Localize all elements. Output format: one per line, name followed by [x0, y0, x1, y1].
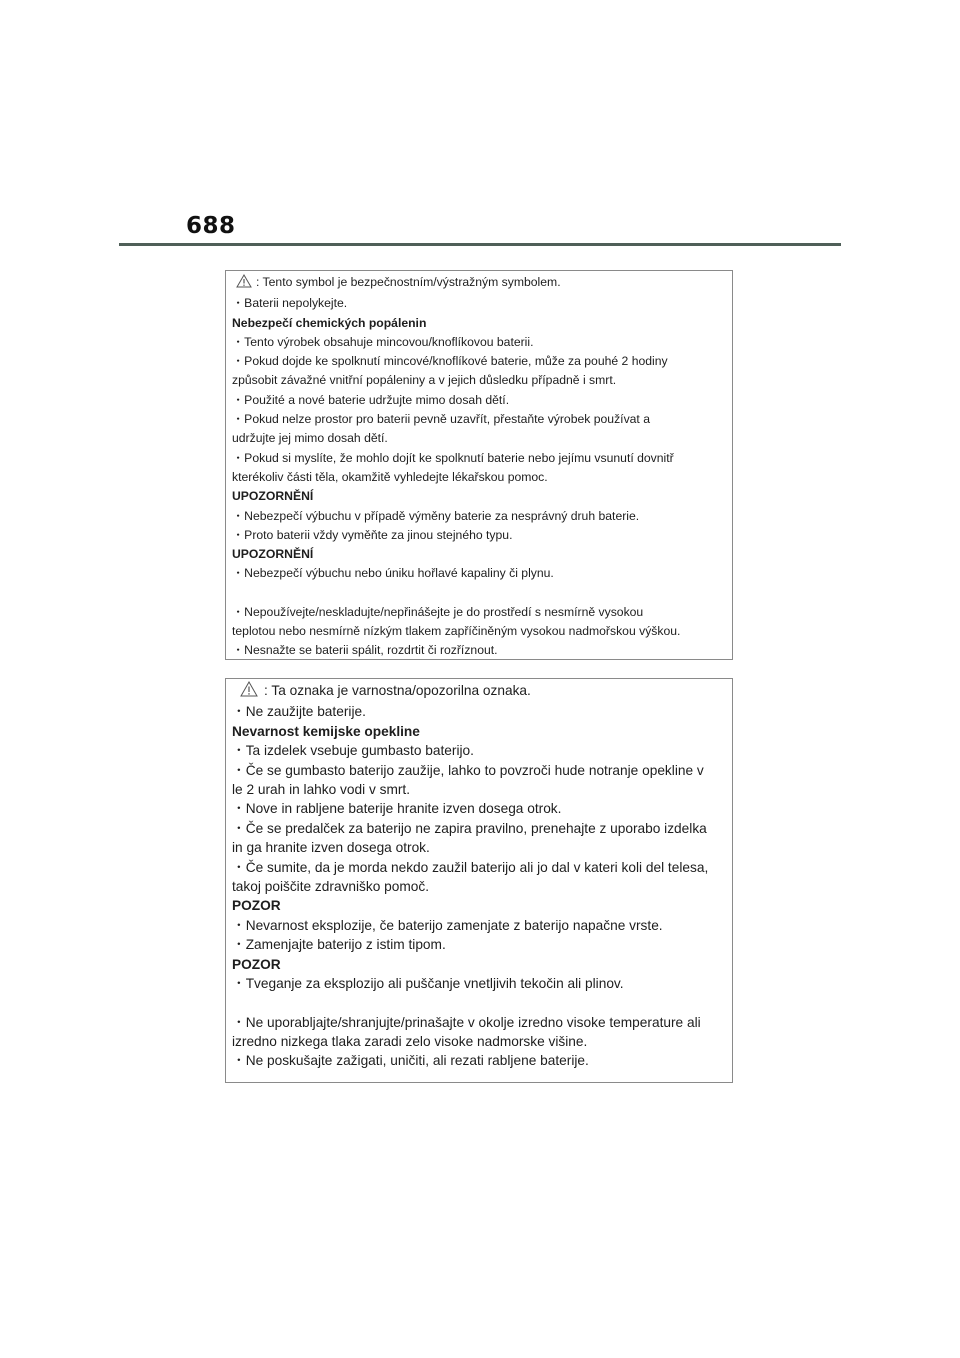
- bullet-do-not-burn: ・Nesnažte se baterii spálit, rozdrtit či rozříznout.: [232, 643, 498, 658]
- bullet-keep-away: ・Nove in rabljene baterije hranite izven dosega otrok.: [232, 801, 562, 817]
- bullet-explosion-replace: ・Nevarnost eksplozije, če baterijo zamenjate z baterijo napačne vrste.: [232, 917, 663, 933]
- bullet-explosion-leak: ・Nebezpečí výbuchu nebo úniku hořlavé kapaliny či plynu.: [232, 566, 554, 581]
- warning-triangle-icon: [240, 681, 258, 702]
- notice-line: [232, 273, 726, 294]
- header-rule: [119, 243, 841, 246]
- notice-text: : Ta oznaka je varnostna/opozorilna oznaka.: [264, 683, 531, 698]
- chemical-burn-heading: Nevarnost kemijske opekline: [232, 723, 420, 739]
- bullet-replace-same-type: ・Proto baterii vždy vyměňte za jinou stejného typu.: [232, 527, 513, 542]
- caution-heading-2: POZOR: [232, 956, 281, 972]
- bullet-swallow-line-1: ・Če se gumbasto baterijo zaužije, lahko to povzroči hude notranje opekline v: [232, 762, 704, 778]
- bullet-do-not-burn: ・Ne poskušajte zažigati, uničiti, ali rezati rabljene baterije.: [232, 1053, 589, 1069]
- bullet-environment-line-2: izredno nizkega tlaka zaradi zelo visoke nadmorske višine.: [232, 1033, 588, 1049]
- bullet-contains-battery: ・Tento výrobek obsahuje mincovou/knoflíkovou baterii.: [232, 334, 534, 349]
- bullet-replace-same-type: ・Zamenjajte baterijo z istim tipom.: [232, 937, 446, 953]
- bullet-compartment-line-2: udržujte jej mimo dosah dětí.: [232, 431, 388, 446]
- bullet-medical-line-1: ・Pokud si myslíte, že mohlo dojít ke spolknutí baterie nebo jejímu vsunutí dovnitř: [232, 450, 674, 465]
- bullet-medical-line-2: takoj poiščite zdravniško pomoč.: [232, 879, 430, 895]
- bullet-do-not-swallow: ・Baterii nepolykejte.: [232, 296, 348, 311]
- bullet-compartment-line-1: ・Če se predalček za baterijo ne zapira pravilno, prenehajte z uporabo izdelka: [232, 820, 707, 836]
- spacer: [232, 584, 726, 603]
- caution-heading-1: UPOZORNĚNÍ: [232, 489, 314, 504]
- notice-text: : Tento symbol je bezpečnostním/výstražným symbolem.: [256, 275, 561, 289]
- chemical-burn-heading: Nebezpečí chemických popálenin: [232, 315, 427, 330]
- page-number: 688: [186, 213, 236, 239]
- bullet-environment-line-1: ・Nepoužívejte/neskladujte/nepřinášejte je do prostředí s nesmírně vysokou: [232, 604, 644, 619]
- warning-triangle-icon: [236, 274, 252, 294]
- bullet-medical-line-1: ・Če sumite, da je morda nekdo zaužil baterijo ali jo dal v kateri koli del telesa,: [232, 859, 709, 875]
- caution-heading-1: POZOR: [232, 898, 281, 914]
- bullet-swallow-line-2: způsobit závažné vnitřní popáleniny a v jejich důsledku případně i smrt.: [232, 373, 617, 388]
- bullet-environment-line-1: ・Ne uporabljajte/shranjujte/prinašajte v okolje izredno visoke temperature ali: [232, 1014, 701, 1030]
- bullet-environment-line-2: teplotou nebo nesmírně nízkým tlakem zapříčiněným vysokou nadmořskou výškou.: [232, 624, 681, 639]
- caution-heading-2: UPOZORNĚNÍ: [232, 547, 314, 562]
- bullet-medical-line-2: kterékoliv části těla, okamžitě vyhledejte lékařskou pomoc.: [232, 469, 548, 484]
- notice-line: [232, 681, 726, 702]
- bullet-keep-away: ・Použité a nové baterie udržujte mimo dosah dětí.: [232, 392, 510, 407]
- bullet-do-not-swallow: ・Ne zaužijte baterije.: [232, 704, 366, 720]
- bullet-explosion-leak: ・Tveganje za eksplozijo ali puščanje vnetljivih tekočin ali plinov.: [232, 976, 624, 992]
- bullet-compartment-line-1: ・Pokud nelze prostor pro baterii pevně uzavřít, přestaňte výrobek používat a: [232, 412, 650, 427]
- bullet-contains-battery: ・Ta izdelek vsebuje gumbasto baterijo.: [232, 743, 474, 759]
- bullet-swallow-line-1: ・Pokud dojde ke spolknutí mincové/knoflíkové baterie, může za pouhé 2 hodiny: [232, 354, 668, 369]
- bullet-compartment-line-2: in ga hranite izven dosega otrok.: [232, 840, 430, 856]
- spacer: [232, 994, 726, 1013]
- warning-box-slovene: [225, 678, 733, 1083]
- warning-box-czech: [225, 270, 733, 660]
- bullet-explosion-replace: ・Nebezpečí výbuchu v případě výměny baterie za nesprávný druh baterie.: [232, 508, 640, 523]
- bullet-swallow-line-2: le 2 urah in lahko vodi v smrt.: [232, 782, 411, 798]
